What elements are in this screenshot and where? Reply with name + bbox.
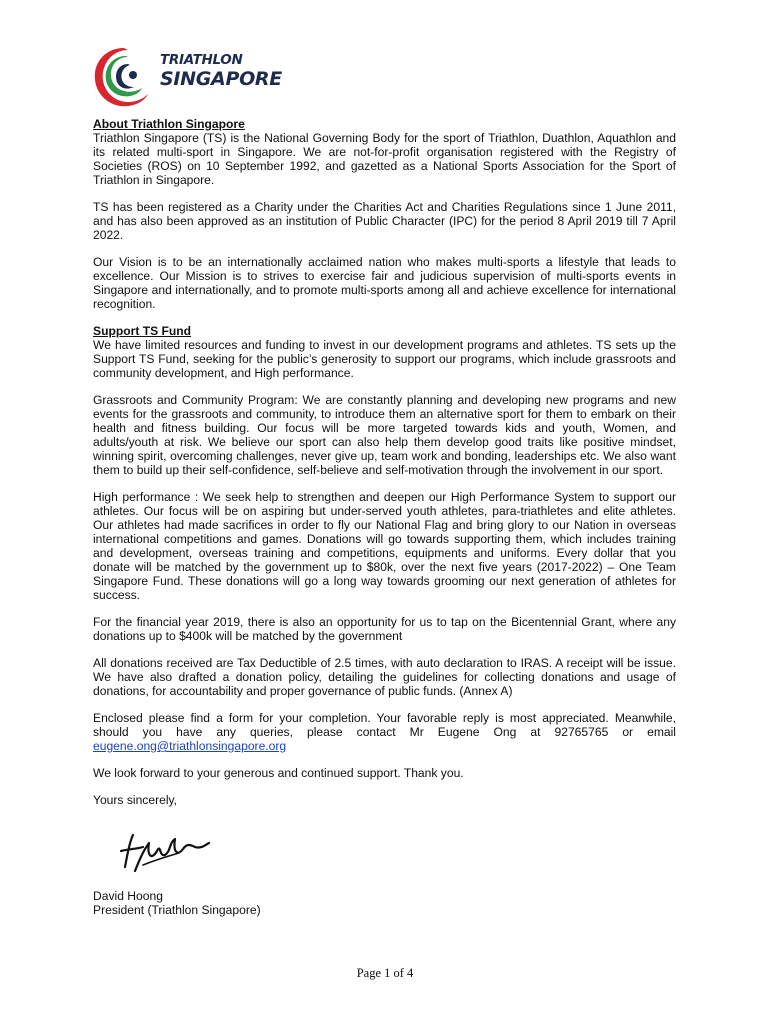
about-paragraph-1: Triathlon Singapore (TS) is the National Governing Body for the sport of Triathlon, Duathlon, Aquathlon and its related multi-sport in Singapore. We are not-for-profit organisation registered with the Registry of Societies (ROS) on 10 September 1992, and gazetted as a National Sports Association for the Sport of Triathlon in Singapore.	[93, 131, 676, 187]
signature-image	[113, 821, 233, 881]
signatory-name: David Hoong	[93, 889, 163, 903]
fund-paragraph-bicentennial: For the financial year 2019, there is also an opportunity for us to tap on the Bicentennial Grant, where any donations up to $400k will be matched by the government	[93, 615, 676, 643]
page-number: Page 1 of 4	[356, 966, 414, 980]
about-paragraph-3: Our Vision is to be an internationally acclaimed nation who makes multi-sports a lifestyle that leads to excellence. Our Mission is to strives to exercise fair and judicious supervision of multi-sports events in Singapore and internationally, and to promote multi-sports among all and achieve excellence for international recognition.	[93, 255, 676, 311]
contact-text: Enclosed please find a form for your completion. Your favorable reply is most appreciated. Meanwhile, should you have any queries, please contact Mr Eugene Ong at 92765765 or email	[93, 711, 676, 739]
fund-paragraph-thanks: We look forward to your generous and continued support. Thank you.	[93, 766, 464, 780]
logo-swirl-icon	[90, 42, 160, 114]
letter-body	[93, 117, 676, 917]
signatory-title: President (Triathlon Singapore)	[93, 903, 261, 917]
triathlon-singapore-logo	[90, 42, 280, 114]
about-heading: About Triathlon Singapore	[93, 117, 245, 131]
salutation: Yours sincerely,	[93, 793, 178, 807]
about-paragraph-2: TS has been registered as a Charity under the Charities Act and Charities Regulations since 1 June 2011, and has also been approved as an institution of Public Character (IPC) for the period 8 April 2019 till 7 April 2022.	[93, 200, 676, 242]
fund-paragraph-grassroots: Grassroots and Community Program: We are constantly planning and developing new programs and new events for the grassroots and community, to introduce them an alternative sport for them to embark on their health and fitness building. Our focus will be more targeted towards kids and youth, Women, and adults/youth at risk. We believe our sport can also help them develop good traits like positive mindset, winning spirit, overcoming challenges, never give up, team work and bonding, leaderships etc. We also want them to build up their self-confidence, self-believe and self-motivation through the involvement in our sport.	[93, 393, 676, 477]
fund-paragraph-tax: All donations received are Tax Deductible of 2.5 times, with auto declaration to IRAS. A receipt will be issue. We have also drafted a donation policy, detailing the guidelines for collecting donations and usage of donations, for accountability and proper governance of public funds. (Annex A)	[93, 656, 676, 698]
fund-heading: Support TS Fund	[93, 324, 192, 338]
logo-line-2: SINGAPORE	[160, 67, 282, 90]
fund-paragraph-1: We have limited resources and funding to invest in our development programs and athletes. TS sets up the Support TS Fund, seeking for the public’s generosity to support our programs, which include grassroots and community development, and High performance.	[93, 338, 676, 380]
fund-paragraph-contact	[93, 711, 676, 753]
logo-line-1: TRIATHLON	[160, 52, 243, 68]
fund-paragraph-high-performance: High performance : We seek help to strengthen and deepen our High Performance System to support our athletes. Our focus will be on aspiring but under-served youth athletes, para-triathletes and elite athletes. Our athletes had made sacrifices in order to fly our National Flag and bring glory to our Nation in overseas international competitions and games. Donations will go towards supporting them, which includes training and development, overseas training and competitions, equipments and uniforms. Every dollar that you donate will be matched by the government up to $80k, over the next five years (2017-2022) – One Team Singapore Fund. These donations will go a long way towards grooming our next generation of athletes for success.	[93, 490, 676, 602]
email-link[interactable]: eugene.ong@triathlonsingapore.org	[93, 739, 287, 753]
